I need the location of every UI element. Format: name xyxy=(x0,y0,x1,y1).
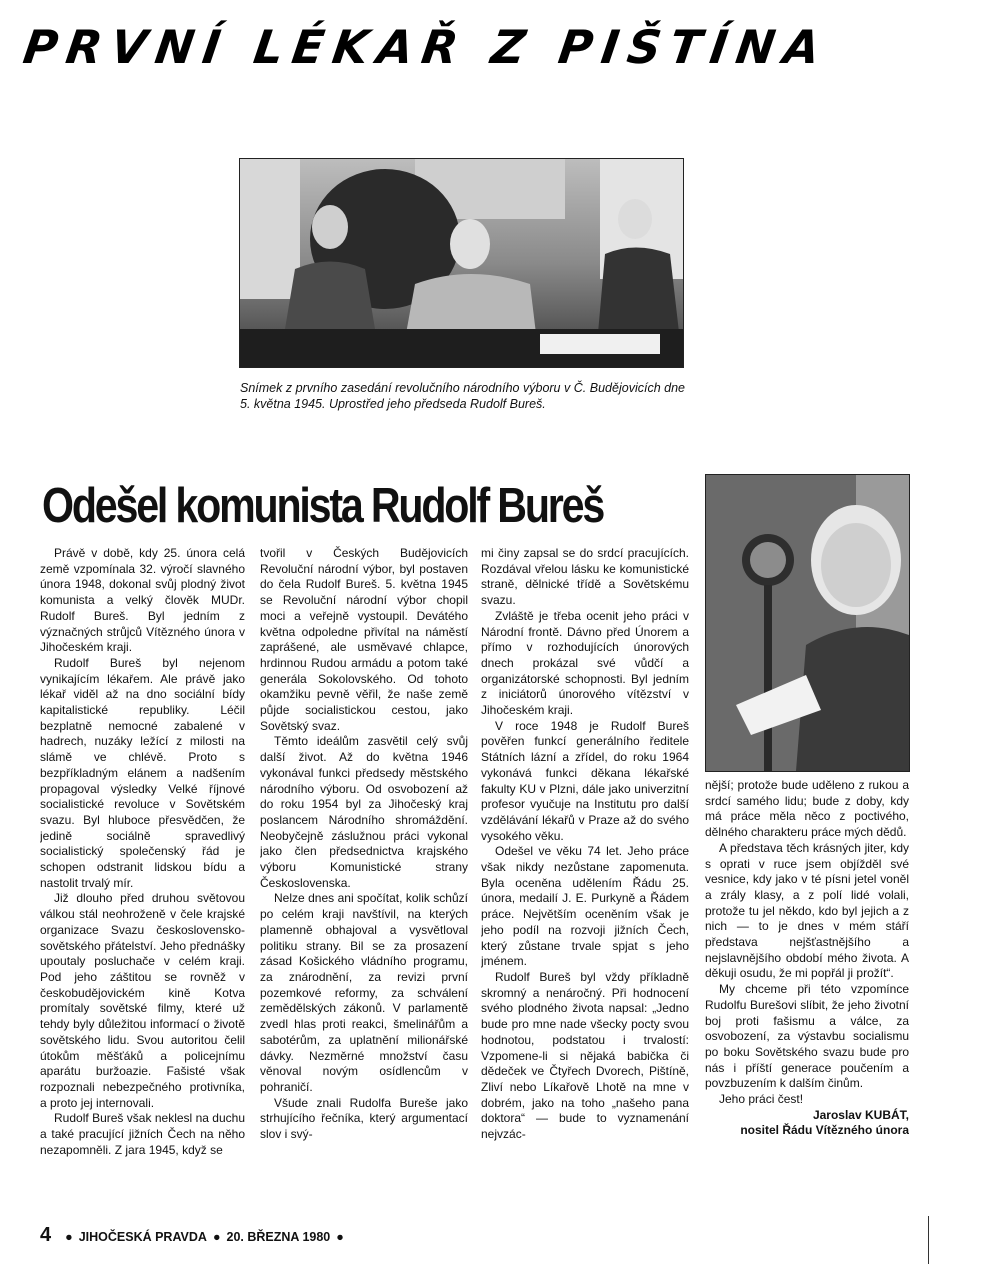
bullet: ● xyxy=(65,1230,73,1244)
article-column-1 xyxy=(40,546,245,1196)
meeting-photo xyxy=(239,158,684,368)
paragraph: V roce 1948 je Rudolf Bureš pověřen funkcí generálního ředitele Státních lázní a zřídel, do roku 1964 vykonává funkci děkana lékařské fakulty KU v Plzni, dále jako univerzitní profesor vyučuje na Institutu pro další vzdělávání lékařů v Praze až do svého vysokého věku. xyxy=(481,718,689,843)
article-headline: Odešel komunista Rudolf Bureš xyxy=(42,479,604,533)
paragraph: Rudolf Bureš byl nejenom vynikajícím lékařem. Ale právě jako lékař viděl až na dno sociální bídy kapitalistické republiky. Léčil bezplatně nemocné zabalené v hadrech, nuzáky ležící z milosti na slámě ve chlévě. Proto s bezpříkladným elánem a nadšením propagoval výsledky Velké říjnové socialistické revoluce v Sovětském svazu. Byl hluboce přesvědčen, že jedině sociálně spravedlivý socialistický společenský řád je schopen odstranit lidskou bídu a nastolit trvalý mír. xyxy=(40,655,245,890)
page-number: 4 xyxy=(40,1224,52,1246)
paragraph: nější; protože bude uděleno z rukou a srdcí samého lidu; bude z doby, kdy má práce měla něco z poctivého, dělného charakteru práce mých dědů. xyxy=(705,778,909,840)
article-column-3 xyxy=(481,546,689,1212)
paragraph: Již dlouho před druhou světovou válkou stál neohroženě v čele krajské organizace Svazu československo-sovětského přátelství. Jeho přednášky upoutaly posluchače v celém kraji. Pod jeho záštitou se rovněž v českobudějovickém kině Kotva promítaly sovětské filmy, které už tehdy byly důležitou informací o životě sovětského lidu. Svou autoritou čelil útokům měšťáků a policejnímu aparátu buržoazie. Fašisté však rozpoznali nebezpečného protivníka, a proto jej internovali. xyxy=(40,891,245,1110)
page-footer xyxy=(40,1224,440,1247)
author-title: nositel Řádu Vítězného února xyxy=(740,1123,909,1138)
paragraph: Právě v době, kdy 25. února celá země vzpomínala 32. výročí slavného února 1948, dokonal svůj plodný život komunista a velký člověk MUDr. Rudolf Bureš. Byl jedním z význačných strůjců Vítězného února v Jihočeském kraji. xyxy=(40,546,245,655)
bullet: ● xyxy=(336,1230,344,1244)
paragraph: Odešel ve věku 74 let. Jeho práce však nikdy nezůstane zapomenuta. Byla oceněna udělením Řádu 25. února, medailí J. E. Purkyně a Řádem práce. Největším oceněním však je jeho podíl na rozvoji jižních Čech, který zůstane trvale spjat s jeho jménem. xyxy=(481,844,689,969)
issue-date: 20. BŘEZNA 1980 xyxy=(226,1230,331,1244)
article-column-2 xyxy=(260,546,468,1212)
bullet: ● xyxy=(212,1230,221,1244)
divider xyxy=(928,1216,929,1264)
paragraph: My chceme při této vzpomínce Rudolfu Burešovi slíbit, že jeho životní boj proti fašismu a válce, za osvobození, za výstavbu socialismu po boku Sovětského svazu bude pro nás i příští generace poučením a povzbuzením k dalším činům. xyxy=(705,982,909,1091)
author-signature: Jaroslav KUBÁT, xyxy=(812,1107,909,1122)
article-column-4 xyxy=(705,778,909,1198)
paragraph: Rudolf Bureš však neklesl na duchu a také pracující jižních Čech na něho nezapomněli. Z jara 1945, když se xyxy=(40,1111,245,1157)
portrait-photo xyxy=(705,474,910,772)
paragraph: tvořil v Českých Budějovicích Revoluční národní výbor, byl postaven do čela Rudolf Bureš. 5. května 1945 se Revoluční národní výbor chopil moci a veřejně vystoupil. Devátého května odpoledne přivítal na náměstí zaprášené, ale usměvavé chlapce, hrdinnou Rudou armádu a potom také generála Sokolovského. Od tohoto okamžiku pevně věřil, že naše země půjde socialistickou cestou, jako Sovětský svaz. xyxy=(260,546,468,733)
paragraph: A představa těch krásných jiter, kdy s oprati v ruce jsem objížděl své vesnice, kdy jako v té písni jetel voněl a zrály klasy, a z polí lidé volali, protože tu jel někdo, kdo byl jejich a z nich — to je dnes v mém stáří představa nejšťastnějšího a nejslavnějšího období mého života. A děkuji osudu, že mi popřál ji prožít“. xyxy=(705,840,909,981)
paragraph: Všude znali Rudolfa Bureše jako strhujícího řečníka, který argumentací slov i svý- xyxy=(260,1095,468,1142)
paragraph: Jeho práci čest! xyxy=(719,1092,804,1107)
paragraph: mi činy zapsal se do srdcí pracujících. Rozdával vřelou lásku ke komunistické straně, dělnické třídě a Sovětskému svazu. xyxy=(481,546,689,608)
paragraph: Těmto ideálům zasvětil celý svůj další život. Až do května 1946 vykonával funkci předsedy městského národního výboru. Od osvobození až do roku 1954 byl za Jihočeský kraj poslancem Národního shromáždění. Neobyčejně záslužnou práci vykonal jako člen předsednictva krajského výboru Komunistické strany Československa. xyxy=(260,734,468,890)
paragraph: Zvláště je třeba ocenit jeho práci v Národní frontě. Dávno před Únorem a přímo v rozhodujících únorových dnech prokázal své vůdčí a organizátorské schopnosti. Byl jedním z iniciátorů únorového vítězství v Jihočeském kraji. xyxy=(481,608,689,718)
handwritten-title: PRVNÍ LÉKAŘ Z PIŠTÍNA xyxy=(20,20,833,74)
paragraph: Rudolf Bureš byl vždy příkladně skromný a nenáročný. Při hodnocení svého plodného života napsal: „Jedno bude pro mne nade všecky pocty svou hodnotou, podstatou i trvalostí: Vzpomene-li si nějaká babička či dědeček ve Čtyřech Dvorech, Pištíně, Zliví nebo Líkařově Lhotě na mne v dobrém, jako na toho „našeho pana doktora“ — bude to vyznamenání nejvzác- xyxy=(481,969,689,1142)
paragraph: Nelze dnes ani spočítat, kolik schůzí po celém kraji navštívil, na kterých plamenně obhajoval a vysvětloval politiku strany. Bil se za prosazení zásad Košického vládního programu, za znárodnění, za revizi první pozemkové reformy, za schválení zemědělských zákonů. V parlamentě zvedl hlas proti reakci, šmelinářům a sabotérům, za uplatnění milionářské dávky. Nezměrné množství času věnoval novým osídlencům v pohraničí. xyxy=(260,891,468,1094)
newspaper-name: JIHOČESKÁ PRAVDA xyxy=(78,1230,207,1244)
photo-caption: Snímek z prvního zasedání revolučního národního výboru v Č. Budějovicích dne 5. května 1945. Uprostřed jeho předseda Rudolf Bureš. xyxy=(240,381,685,411)
